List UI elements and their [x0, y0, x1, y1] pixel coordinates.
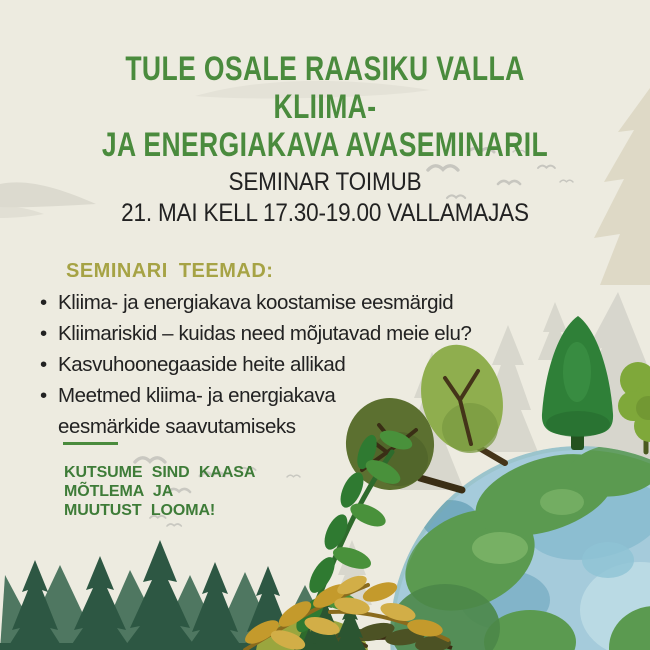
cta-line-3: MUUTUST LOOMA!	[64, 502, 216, 519]
cta-line-1: KUTSUME SIND KAASA	[64, 464, 256, 481]
topic-item: • Kasvuhoonegaaside heite allikad	[40, 349, 540, 380]
event-datetime: 21. MAI KELL 17.30-19.00 VALLAMAJAS	[121, 199, 529, 227]
topics-heading: SEMINARI TEEMAD:	[66, 260, 274, 282]
event-heading: SEMINAR TOIMUB	[228, 168, 422, 196]
title-line-2: JA ENERGIAKAVA AVASEMINARIL	[101, 126, 549, 164]
call-to-action	[64, 463, 255, 520]
topics-list	[40, 287, 540, 442]
event-info	[33, 167, 618, 229]
divider-line	[63, 442, 118, 445]
topic-item: • Meetmed kliima- ja energiakava	[40, 380, 540, 411]
topic-item: • Kliima- ja energiakava koostamise eesmärgid	[40, 287, 540, 318]
cta-line-2: MÕTLEMA JA	[64, 483, 174, 500]
topic-item-continuation: eesmärkide saavutamiseks	[58, 415, 296, 438]
title-line-1: TULE OSALE RAASIKU VALLA KLIIMA-	[125, 50, 525, 126]
poster-title	[72, 50, 579, 164]
topic-item: • Kliimariskid – kuidas need mõjutavad meie elu?	[40, 318, 540, 349]
